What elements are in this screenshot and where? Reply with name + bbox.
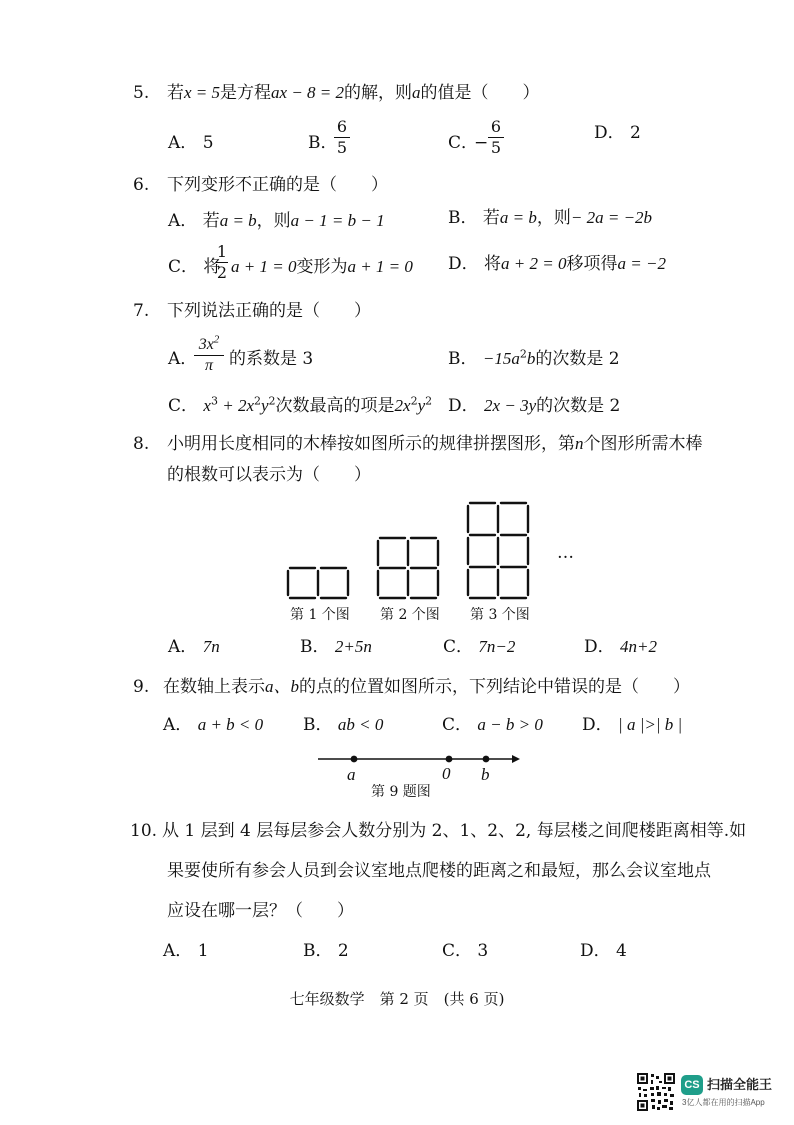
q10-c-value: 3 <box>477 941 489 961</box>
q7-c-m3: y <box>261 396 269 415</box>
q8-option-d <box>584 636 657 658</box>
q6-a-eq1: a = b <box>219 211 257 230</box>
q5-c-num: 6 <box>490 117 502 136</box>
q10-line-2: 果要使所有参会人员到会议室地点爬楼的距离之和最短，那么会议室地点 <box>167 861 711 881</box>
q8-figure-2-caption: 第 2 个图 <box>380 607 440 623</box>
q7-b-exp: 2 <box>519 347 527 361</box>
q6-a-eq2: a − 1 = b − 1 <box>290 211 385 230</box>
q7-c-text: 次数最高的项是 <box>275 396 395 416</box>
q8-b-label: B． <box>300 637 330 657</box>
q5-var: a <box>412 83 421 102</box>
q7-c-label: C． <box>168 396 199 416</box>
q9-b-label: B． <box>303 715 333 735</box>
q8-b-value: 2+5n <box>334 637 372 656</box>
q6-c-eq2: a + 1 = 0 <box>347 257 413 276</box>
q5-stem-a: 若 <box>167 83 184 103</box>
q5-option-d <box>594 122 641 144</box>
scanner-slogan: 3亿人都在用的扫描App <box>682 1098 765 1107</box>
q6-c-pre: 将 <box>203 257 221 277</box>
q6-c-num: 1 <box>216 242 228 261</box>
q8-var: n <box>575 434 584 453</box>
q6-a-pre: 若 <box>202 211 220 231</box>
q9-option-b <box>303 714 383 736</box>
q7-c-m5: y <box>417 396 426 415</box>
q7-a-den: π <box>204 357 213 374</box>
q5-a-value: 5 <box>202 133 214 153</box>
q5-d-value: 2 <box>630 123 641 143</box>
q5-eq1: x = 5 <box>184 83 221 102</box>
q6-c-den: 2 <box>216 263 228 282</box>
q8-a-label: A． <box>168 637 198 657</box>
q6-c-mid: 变形为 <box>296 257 348 277</box>
q6-c-rest <box>231 256 413 278</box>
q7-a-num <box>194 333 224 354</box>
q5-a-label: A． <box>168 133 198 153</box>
q8-option-c <box>443 636 515 658</box>
q9-number: 9. <box>133 677 150 697</box>
q9-stem-a: 在数轴上表示 <box>163 677 265 697</box>
q6-b-eq1: a = b <box>499 208 537 227</box>
q7-b-label: B． <box>448 349 478 369</box>
q6-option-d <box>448 253 666 275</box>
q7-c-e4: 2 <box>410 394 418 408</box>
q9-stem-b: 的点的位置如图所示，下列结论中错误的是（ ） <box>299 677 690 697</box>
q8-number: 8. <box>133 434 150 454</box>
q6-b-eq2: − 2a = −2b <box>570 208 653 227</box>
q7-number: 7. <box>133 301 150 321</box>
q6-c-eq1: a + 1 = 0 <box>231 257 297 276</box>
q8-a-value: 7n <box>202 637 220 656</box>
q10-a-value: 1 <box>197 941 209 961</box>
q10-line-1: 从 1 层到 4 层每层参会人数分别为 2、1、2、2, 每层楼之间爬楼距离相等.如 <box>162 821 747 841</box>
q10-a-label: A． <box>163 941 193 961</box>
q9-c-label: C． <box>442 715 473 735</box>
q8-figure-2 <box>377 536 439 600</box>
q5-option-c-label: C． <box>448 133 479 153</box>
qr-code-icon <box>637 1073 675 1111</box>
q9-a-value: a + b < 0 <box>197 715 264 734</box>
q7-d-text: 的次数是 2 <box>536 396 621 416</box>
q6-c-label: C． <box>168 257 199 277</box>
q5-number: 5. <box>133 83 150 103</box>
q9-option-d <box>582 714 682 736</box>
q9-stem <box>163 676 690 698</box>
q6-d-label: D． <box>448 254 479 274</box>
q6-b-pre: 若 <box>482 208 500 228</box>
q7-d-math: 2x − 3y <box>484 396 537 415</box>
q9-d-value: | a |>| b | <box>618 715 683 734</box>
page-footer: 七年级数学 第 2 页 (共 6 页) <box>289 990 505 1008</box>
q6-a-mid: ，则 <box>256 211 291 231</box>
q9-point-b <box>483 756 490 763</box>
q6-b-label: B． <box>448 208 478 228</box>
q8-figure-3-caption: 第 3 个图 <box>470 607 530 623</box>
q9-point-a <box>351 756 358 763</box>
q9-figure-caption: 第 9 题图 <box>371 784 431 800</box>
q7-stem: 下列说法正确的是（ ） <box>167 301 371 321</box>
q8-stem-line1 <box>167 433 703 455</box>
q9-point-0 <box>446 756 453 763</box>
scanner-badge-icon: CS <box>681 1075 703 1095</box>
q10-b-value: 2 <box>337 941 349 961</box>
q6-c-label-pre <box>168 256 220 278</box>
q10-d-value: 4 <box>616 941 627 961</box>
q7-a-label: A． <box>168 349 198 369</box>
q6-d-eq2: a = −2 <box>617 254 666 273</box>
q8-line1-a: 小明用长度相同的木棒按如图所示的规律拼摆图形，第 <box>167 434 575 454</box>
q7-a-num-base: 3x <box>198 336 214 353</box>
q6-d-mid: 移项得 <box>566 254 618 274</box>
scanner-brand: 扫描全能王 <box>707 1077 773 1092</box>
q10-option-c <box>442 940 488 962</box>
q9-option-a <box>163 714 263 736</box>
q7-d-label: D． <box>448 396 479 416</box>
q7-option-d <box>448 395 620 417</box>
q8-d-value: 4n+2 <box>620 637 658 656</box>
q10-c-label: C． <box>442 941 473 961</box>
q8-option-a <box>168 636 220 658</box>
q7-c-e3: 2 <box>268 394 276 408</box>
q8-c-value: 7n−2 <box>478 637 516 656</box>
q8-stem-line2: 的根数可以表示为（ ） <box>167 465 371 485</box>
q5-stem-c: 的解，则 <box>344 83 413 103</box>
q9-option-c <box>442 714 543 736</box>
q6-b-mid: ，则 <box>536 208 571 228</box>
q5-d-label: D． <box>594 123 625 143</box>
q7-b-text: 的次数是 2 <box>535 349 620 369</box>
q5-b-num: 6 <box>336 117 348 136</box>
q8-figure-3 <box>467 501 529 600</box>
q9-d-label: D． <box>582 715 613 735</box>
q7-a-num-exp: 2 <box>213 333 220 346</box>
q7-c-m2: + 2x <box>217 396 254 415</box>
q8-d-label: D． <box>584 637 615 657</box>
q7-a-fraction <box>194 333 224 375</box>
q10-number: 10. <box>130 821 158 841</box>
q10-option-b <box>303 940 349 962</box>
q9-axis-label-b: b <box>481 765 490 784</box>
q7-c-e2: 2 <box>254 394 261 408</box>
q8-figure-1-caption: 第 1 个图 <box>290 607 350 623</box>
q5-stem-d: 的值是（ ） <box>420 83 540 103</box>
q9-vars: a、b <box>265 677 299 696</box>
q6-option-b <box>448 207 652 229</box>
q8-option-b <box>300 636 372 658</box>
q7-b-math: −15a <box>482 349 520 368</box>
q6-d-eq1: a + 2 = 0 <box>501 254 567 273</box>
q5-stem <box>167 82 540 104</box>
q10-d-label: D． <box>580 941 611 961</box>
q5-eq2: ax − 8 = 2 <box>271 83 345 102</box>
q5-option-a <box>168 132 214 154</box>
q7-c-e5: 2 <box>425 394 433 408</box>
q9-axis-label-a: a <box>347 765 356 784</box>
q5-option-c-fraction <box>488 118 504 157</box>
q7-c-m1: x <box>203 396 211 415</box>
q10-option-d <box>580 940 627 962</box>
q10-b-label: B． <box>303 941 333 961</box>
q7-a-text: 的系数是 3 <box>229 349 314 369</box>
q8-c-label: C． <box>443 637 474 657</box>
q6-d-pre: 将 <box>484 254 502 274</box>
q5-option-b-label: B． <box>308 133 338 153</box>
q7-option-c <box>168 395 432 417</box>
q6-option-a <box>168 210 385 232</box>
q9-c-value: a − b > 0 <box>477 715 543 734</box>
q5-b-den: 5 <box>336 138 348 157</box>
q7-c-m4: 2x <box>394 396 411 415</box>
q9-axis-label-0: 0 <box>442 764 451 783</box>
q8-ellipsis: … <box>557 543 574 563</box>
q5-c-sign: − <box>474 133 489 153</box>
q8-line1-b: 个图形所需木棒 <box>583 434 703 454</box>
q5-option-b-fraction <box>334 118 350 157</box>
q9-b-value: ab < 0 <box>337 715 384 734</box>
q6-number: 6. <box>133 175 150 195</box>
q8-figure-1 <box>287 566 349 600</box>
q5-stem-b: 是方程 <box>220 83 272 103</box>
q6-stem: 下列变形不正确的是（ ） <box>167 175 388 195</box>
q7-option-b <box>448 348 620 370</box>
q7-b-math2: b <box>526 349 536 368</box>
q5-c-den: 5 <box>490 138 502 157</box>
q6-c-fraction <box>216 243 228 282</box>
q7-c-e1: 3 <box>210 394 218 408</box>
q6-a-label: A． <box>168 211 198 231</box>
q9-a-label: A． <box>163 715 193 735</box>
q10-line-3: 应设在哪一层？（ ） <box>167 901 354 921</box>
q10-option-a <box>163 940 209 962</box>
